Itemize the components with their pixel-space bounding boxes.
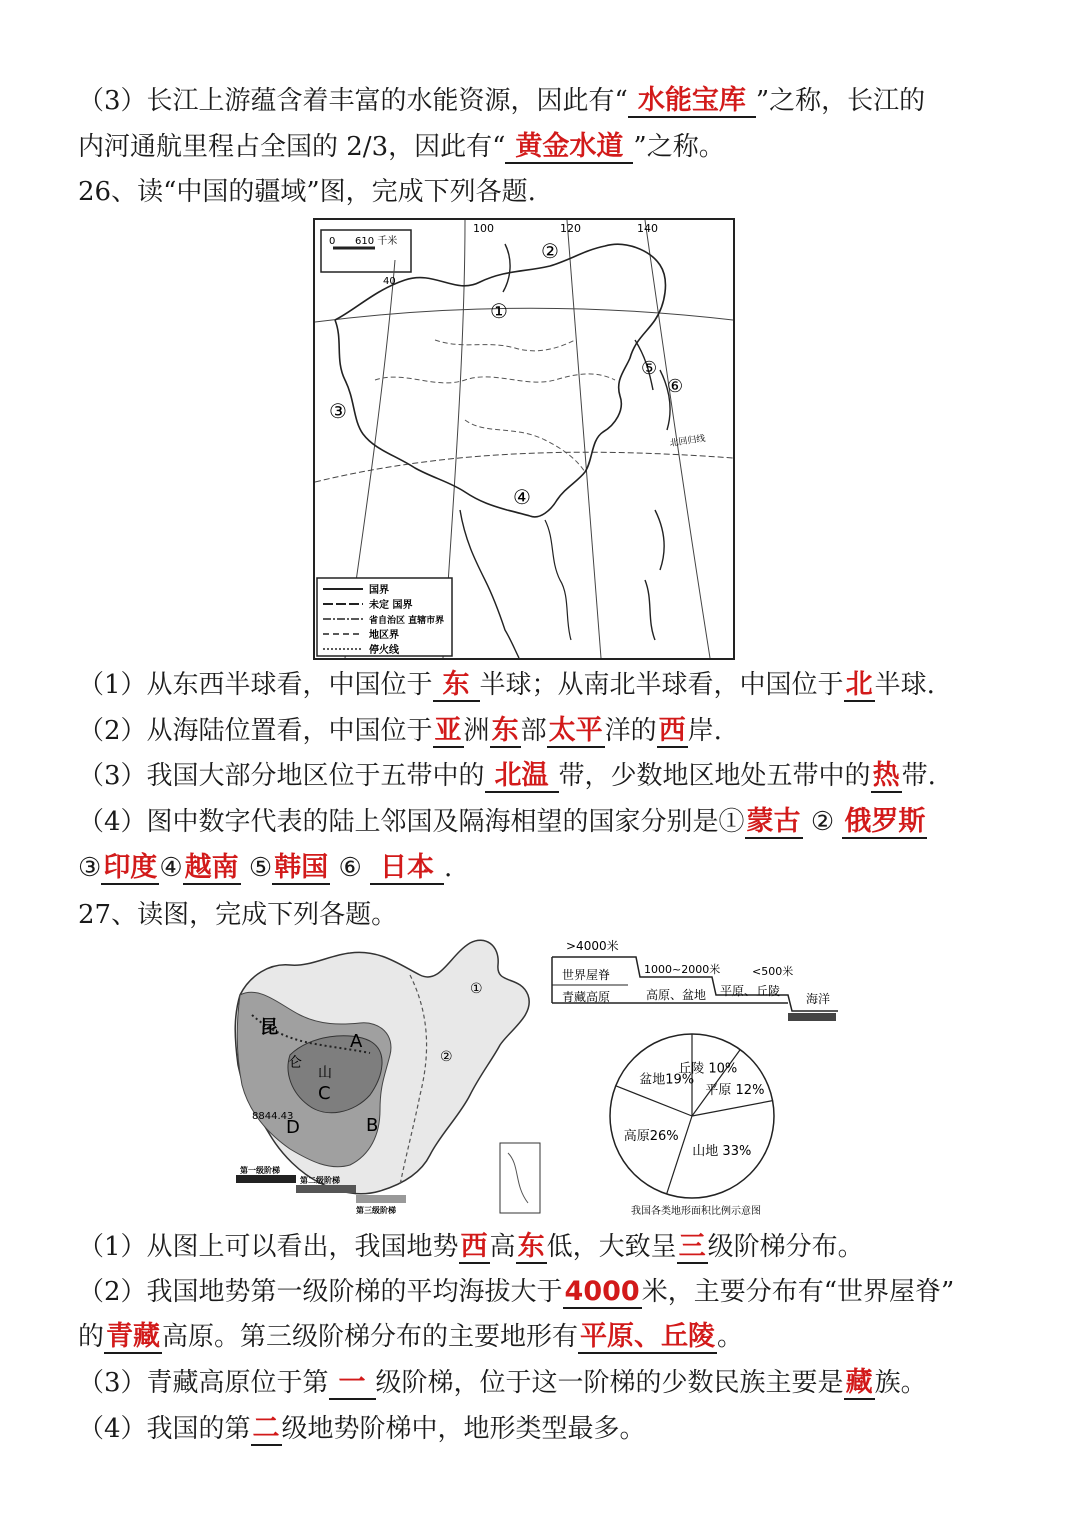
- q27-s3-a: （3）青藏高原位于第: [78, 1368, 329, 1398]
- q27-s2-b: 米，主要分布有“世界屋脊”: [641, 1277, 955, 1307]
- q26-s1-c: 半球.: [874, 670, 935, 700]
- q26-s4b-a: ③: [78, 853, 102, 883]
- marker-5: ⑤: [641, 358, 658, 379]
- lake-baikal: [503, 244, 510, 292]
- q27-s1-a: （1）从图上可以看出，我国地势: [78, 1232, 459, 1262]
- legend-step3: 第三级阶梯: [356, 1206, 396, 1215]
- sea-coast: [545, 520, 571, 640]
- terrain-pie-chart: [580, 1030, 820, 1220]
- q26-s3-ans2: 热: [872, 760, 900, 791]
- legend-label-5: 停火线: [369, 645, 399, 656]
- q26-s2-d: 洋的: [604, 716, 657, 746]
- q26-s4-b: ②: [810, 807, 835, 837]
- q26-s4b-ans6: 日本: [370, 852, 444, 885]
- q27-s2b-ans3: 平原、丘陵: [580, 1321, 716, 1352]
- china-terrain-map: [230, 935, 550, 1215]
- lun-label: 仑: [288, 1055, 302, 1071]
- profile-lt500: <500米: [752, 965, 794, 978]
- pie-label-plain: 平原 12%: [705, 1082, 765, 1098]
- tropic-label: 北回归线: [669, 434, 707, 449]
- legend-step1-bar: [236, 1175, 296, 1183]
- pie-slices: [610, 1034, 774, 1198]
- scale-label: 610 千米: [355, 236, 398, 247]
- q26-s4b-ans4: 越南: [184, 852, 239, 883]
- q26-s4: [78, 805, 927, 839]
- lon-140-label: 140: [637, 222, 658, 235]
- marker-6: ⑥: [667, 376, 684, 397]
- q27-s4-b: 级地势阶梯中，地形类型最多。: [281, 1414, 646, 1444]
- q26-s3-a: （3）我国大部分地区位于五带中的: [78, 761, 485, 791]
- q26-s1: [78, 668, 935, 702]
- q27-s1-b: 高: [489, 1232, 516, 1262]
- q25-line-2: [78, 130, 725, 164]
- q26-s2-c: 部: [520, 716, 547, 746]
- q27-s1-c: 低，大致呈: [546, 1232, 677, 1262]
- q27-s2-cont: [78, 1320, 743, 1354]
- q26-s3-b: 带，少数地区地处五带中的: [558, 761, 871, 791]
- profile-gy: 高原、盆地: [646, 988, 707, 1002]
- profile-qz: 青藏高原: [562, 990, 611, 1004]
- q26-s4-a: （4）图中数字代表的陆上邻国及隔海相望的国家分别是①: [78, 807, 745, 837]
- q27-s3-ans1: 一: [329, 1367, 376, 1400]
- q27-s1-ans1: 西: [460, 1231, 488, 1262]
- south-sea-inset: [500, 1143, 540, 1213]
- map-marker-1: ①: [470, 981, 483, 997]
- legend-step2-bar: [296, 1185, 356, 1193]
- profile-pq: 平原、丘陵: [720, 984, 781, 998]
- map-marker-2: ②: [440, 1049, 453, 1065]
- q27-s2b-a: 的: [78, 1322, 105, 1352]
- q26-s4b-e: .: [444, 853, 453, 883]
- point-a: A: [350, 1031, 363, 1052]
- q27-s3-c: 族。: [874, 1368, 927, 1398]
- legend-label-1: 国界: [369, 585, 389, 596]
- china-territory-map-svg: [315, 220, 733, 658]
- q26-s2-a: （2）从海陆位置看，中国位于: [78, 716, 433, 746]
- q26-s3: [78, 759, 936, 793]
- q26-s4-cont: [78, 851, 452, 885]
- q27-s1-ans2: 东: [517, 1231, 545, 1262]
- q27-s1-ans3: 三: [678, 1231, 706, 1262]
- china-outline-south-west: [335, 320, 530, 516]
- lon-120-label: 120: [560, 222, 581, 235]
- philippines-outline: [645, 510, 664, 640]
- profile-mid: 1000~2000米: [644, 963, 721, 976]
- q26-s4-ans2: 俄罗斯: [844, 806, 926, 837]
- profile-sea: 海洋: [806, 992, 831, 1006]
- legend-label-3: 省自治区 直辖市界: [369, 616, 445, 626]
- q26-s2-ans4: 西: [658, 715, 686, 746]
- q25-answer-1: 水能宝库: [628, 85, 756, 118]
- q26-s3-ans1: 北温: [485, 760, 559, 793]
- tropic-line: [315, 452, 733, 482]
- q27-s2b-c: 。: [717, 1322, 744, 1352]
- q25-text-1a: （3）长江上游蕴含着丰富的水能资源，因此有“: [78, 86, 628, 116]
- q26-s1-a: （1）从东西半球看，中国位于: [78, 670, 433, 700]
- q27-s2-ans1: 4000: [564, 1276, 640, 1307]
- q27-s2b-b: 高原。第三级阶梯分布的主要地形有: [162, 1322, 579, 1352]
- lat-40-label: 40: [383, 276, 396, 287]
- q26-s2-ans3: 太平: [548, 715, 603, 746]
- q25-text-2b: ”之称。: [633, 132, 725, 162]
- kun-label: 昆: [260, 1017, 278, 1038]
- q27-title: 27、读图，完成下列各题。: [78, 900, 398, 930]
- q26-s4b-b: ④: [159, 853, 183, 883]
- shan-label: 山: [318, 1065, 332, 1081]
- q27-s3-ans2: 藏: [845, 1367, 873, 1398]
- marker-4: ④: [513, 485, 531, 509]
- parallel-north: [315, 308, 733, 322]
- q26-s4-ans1: 蒙古: [746, 806, 801, 837]
- q26-s2-b: 洲: [463, 716, 490, 746]
- pie-label-hill: 丘陵 10%: [678, 1061, 738, 1077]
- q26-s2: [78, 714, 722, 748]
- marker-3: ③: [329, 399, 347, 423]
- q27-s4-a: （4）我国的第: [78, 1414, 251, 1444]
- q26-s2-e: 岸.: [687, 716, 722, 746]
- pie-caption: 我国各类地形面积比例示意图: [631, 1206, 761, 1217]
- q27-s2-a: （2）我国地势第一级阶梯的平均海拔大于: [78, 1277, 563, 1307]
- q27-s1-d: 级阶梯分布。: [707, 1232, 864, 1262]
- internal-border-2: [435, 340, 575, 351]
- q25-text-1b: ”之称，长江的: [755, 86, 926, 116]
- marker-1: ①: [490, 299, 508, 323]
- q26-s1-ans2: 北: [845, 669, 873, 700]
- point-c: C: [318, 1083, 331, 1104]
- korea-japan-outline: [635, 340, 670, 430]
- legend-label-4: 地区界: [369, 630, 399, 641]
- elevation-label: 8844.43: [252, 1111, 294, 1122]
- legend-step2: 第二级阶梯: [300, 1176, 340, 1185]
- point-d: D: [286, 1117, 300, 1138]
- profile-gt4000: >4000米: [566, 939, 619, 953]
- pie-label-mountain: 山地 33%: [692, 1143, 752, 1159]
- q27-s2b-ans2: 青藏: [106, 1321, 161, 1352]
- profile-sea-hatch: [788, 1013, 836, 1021]
- china-territory-map: [313, 218, 735, 660]
- q26-s4b-ans5: 韩国: [274, 852, 329, 883]
- q26-s3-c: 带.: [901, 761, 936, 791]
- q26-s2-ans1: 亚: [434, 715, 462, 746]
- legend-step3-bar: [356, 1195, 406, 1203]
- q25-text-2a: 内河通航里程占全国的 2/3，因此有“: [78, 132, 506, 162]
- pie-label-basin: 盆地19%: [639, 1072, 695, 1088]
- terrain-profile-diagram: [548, 937, 838, 1023]
- q27-s3-b: 级阶梯，位于这一阶梯的少数民族主要是: [375, 1368, 844, 1398]
- profile-roof: 世界屋脊: [562, 968, 611, 982]
- lon-100-label: 100: [473, 222, 494, 235]
- q26-s1-b: 半球；从南北半球看，中国位于: [479, 670, 844, 700]
- pie-label-plateau: 高原26%: [623, 1129, 679, 1145]
- q26-s4b-c: ⑤: [248, 853, 273, 883]
- q26-s4b-d: ⑥: [338, 853, 362, 883]
- q27-s3: [78, 1366, 927, 1400]
- scale-zero: 0: [329, 236, 336, 247]
- q27-s2: [78, 1275, 954, 1309]
- marker-2: ②: [541, 239, 559, 263]
- q26-title: 26、读“中国的疆域”图，完成下列各题.: [78, 177, 536, 207]
- q25-line-1: [78, 84, 925, 118]
- q26-s4b-ans3: 印度: [103, 852, 158, 883]
- legend-step1: 第一级阶梯: [240, 1166, 280, 1175]
- internal-border-3: [465, 420, 585, 472]
- point-b: B: [366, 1115, 379, 1136]
- q27-s4: [78, 1412, 646, 1446]
- indochina-outline: [460, 510, 519, 658]
- legend-label-2: 未定 国界: [369, 600, 413, 611]
- q26-s1-ans1: 东: [433, 669, 480, 702]
- q27-s1: [78, 1230, 864, 1264]
- q27-s4-ans1: 二: [252, 1413, 280, 1444]
- q25-answer-2: 黄金水道: [505, 131, 633, 164]
- q26-s2-ans2: 东: [491, 715, 519, 746]
